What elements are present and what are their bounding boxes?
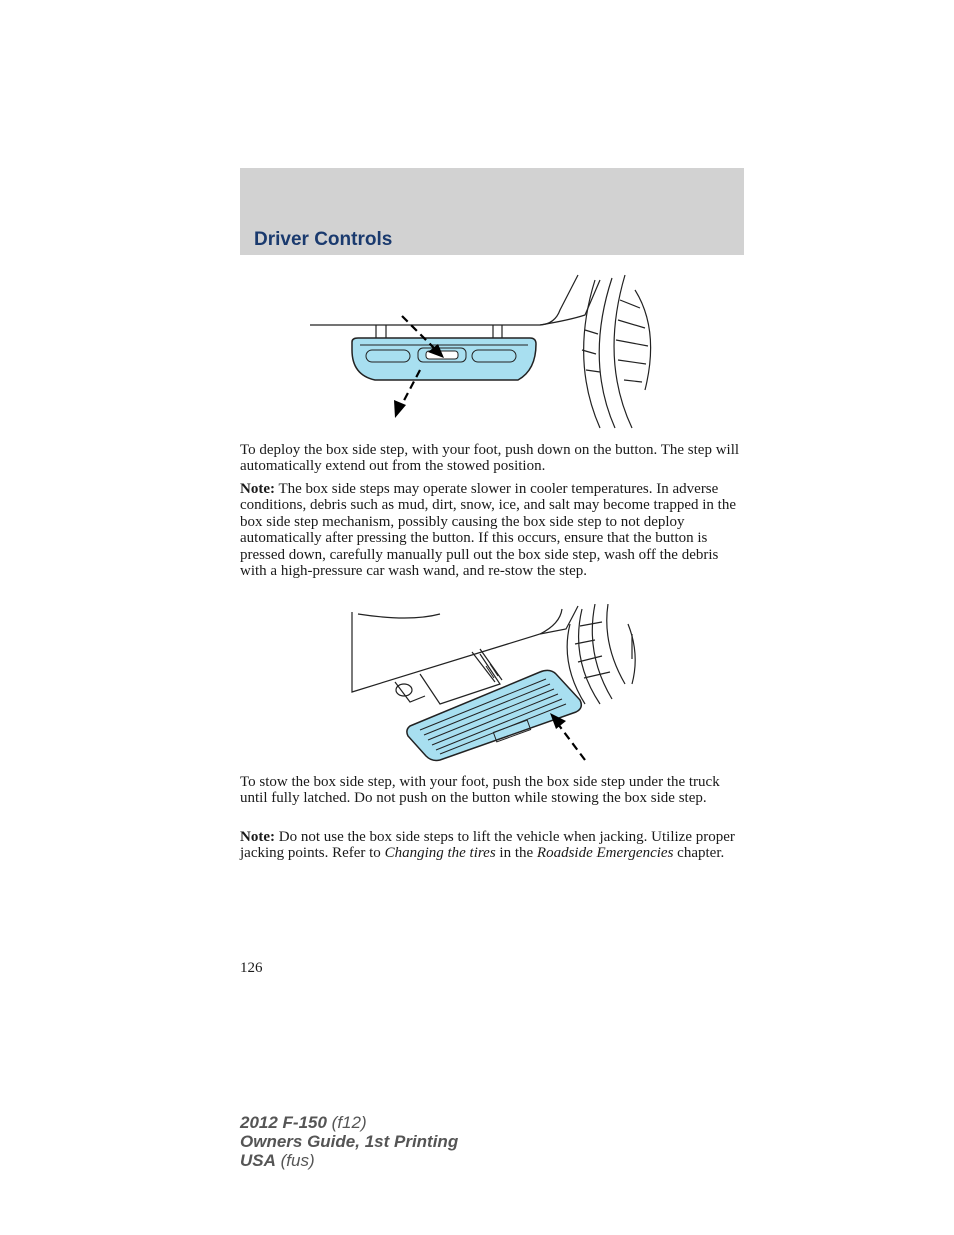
figure-step-stowed	[240, 270, 744, 430]
document-footer	[240, 1113, 458, 1170]
stow-paragraph: To stow the box side step, with your foot, push the box side step under the truck until fully latched. Do not push on the button while stowing the box side step.	[240, 774, 720, 807]
section-header	[240, 168, 744, 255]
footer-market: USA	[240, 1151, 276, 1170]
page-number: 126	[240, 960, 263, 976]
deploy-paragraph: To deploy the box side step, with your foot, push down on the button. The step will automatically extend out from the stowed position.	[240, 442, 740, 475]
footer-edition: Owners Guide, 1st Printing	[240, 1132, 459, 1151]
note-text: The box side steps may operate slower in cooler temperatures. In adverse conditions, debris such as mud, dirt, snow, ice, and salt may become trapped in the box side step mechanism, possibly causing the box side step to not deploy automatically after pressing the button. If this occurs, ensure that the button is pressed down, carefully manually pull out the box side step, wash off the debris with a high-pressure car wash wand, and re-stow the step.	[240, 481, 736, 580]
note-label: Note:	[240, 829, 275, 845]
chapter-reference-changing-tires: Changing the tires	[384, 845, 496, 862]
note-text: chapter.	[673, 845, 725, 862]
box-side-step-deployed-illustration	[240, 604, 744, 769]
box-side-step-stowed-illustration	[240, 270, 744, 430]
note-label: Note:	[240, 481, 275, 497]
chapter-reference-roadside-emergencies: Roadside Emergencies	[536, 845, 674, 862]
note-paragraph-1	[240, 481, 744, 579]
footer-market-code: (fus)	[275, 1151, 315, 1170]
note-text: Do not use the box side steps to lift the vehicle when jacking. Utilize proper jacking points. Refer to	[240, 829, 735, 862]
figure-step-deployed	[240, 604, 744, 769]
note-paragraph-2	[240, 829, 744, 862]
section-title: Driver Controls	[254, 229, 393, 250]
footer-model: 2012 F-150	[240, 1113, 327, 1132]
note-text: in the	[495, 845, 537, 862]
footer-model-code: (f12)	[326, 1113, 367, 1132]
